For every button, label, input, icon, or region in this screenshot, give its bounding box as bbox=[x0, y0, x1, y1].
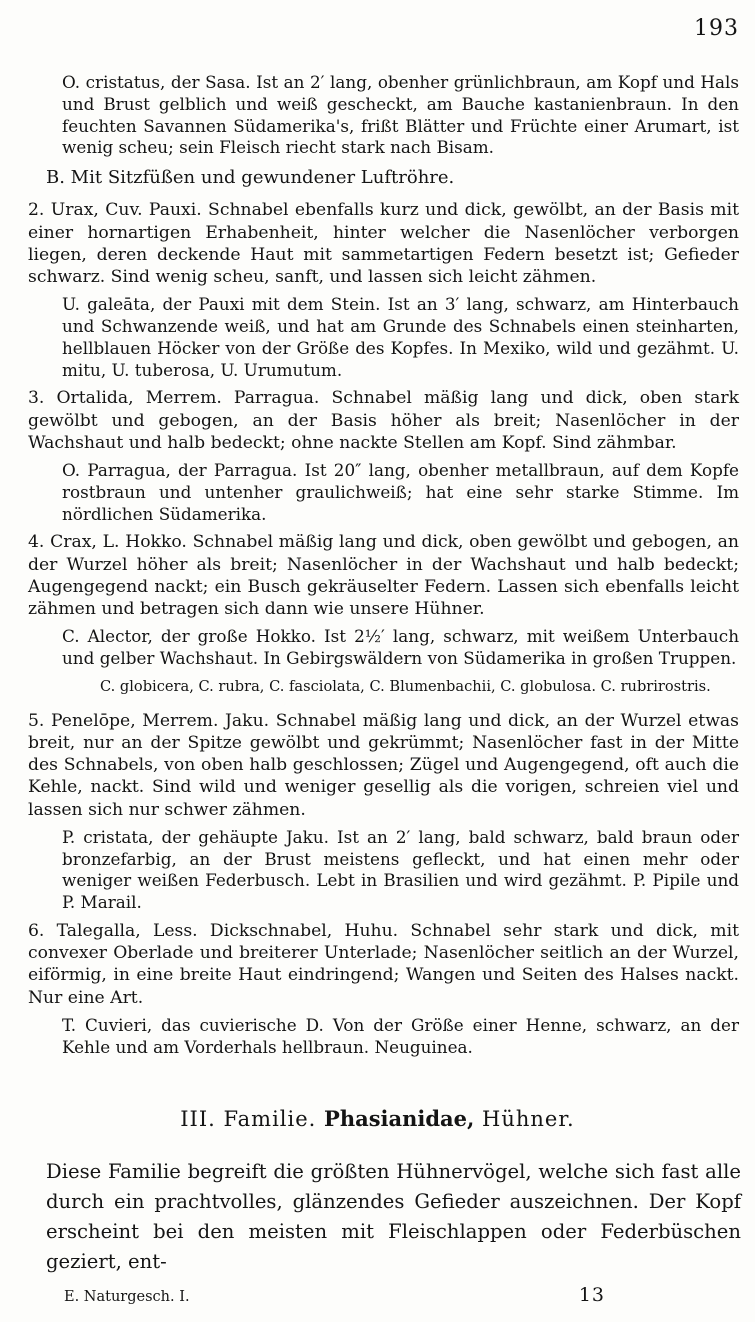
genus-entry-ortalida: 3. Ortalida, Merrem. Parragua. Schnabel mäßig lang und dick, oben stark gewölbt und gebogen, an der Basis höher als breit; Nasenlöcher in der Wachshaut und halb bedeckt; ohne nackte Stellen am Kopf. Sind zähmbar. bbox=[28, 388, 739, 453]
family-intro-text: Diese Familie begreift die größten Hühnervögel, welche sich fast alle durch ein prachtvolles, glänzendes Gefieder auszeichnen. Der Kopf erscheint bei den meisten mit Fleischlappen oder Federbüschen geziert, ent- bbox=[46, 1160, 741, 1274]
footer-sheet-number: 13 bbox=[578, 1284, 605, 1306]
subsection-heading-b: B. Mit Sitzfüßen und gewundener Luftröhre. bbox=[46, 167, 455, 189]
family-common-name: Hühner. bbox=[482, 1107, 575, 1132]
genus-entry-penelope: 5. Penelōpe, Merrem. Jaku. Schnabel mäßig lang und dick, an der Wurzel etwas breit, nur an der Spitze gewölbt und gekrümmt; Nasenlöcher fast in der Mitte des Schnabels, von oben halb geschlossen; Zügel und Augengegend, oft auch die Kehle, nackt. Sind wild und weniger gesellig als die vorigen, schreien viel und lassen sich nur schwer zähmen. bbox=[28, 710, 739, 820]
page-body bbox=[0, 72, 755, 1283]
species-list-crax: C. globicera, C. rubra, C. fasciolata, C. Blumenbachii, C. globulosa. C. rubrirostris. bbox=[100, 677, 711, 695]
family-numeral: III. bbox=[180, 1107, 216, 1132]
footer-signature: E. Naturgesch. I. bbox=[64, 1289, 190, 1305]
page-footer bbox=[64, 1284, 605, 1306]
family-latin-name: Phasianidae, bbox=[324, 1106, 475, 1132]
genus-entry-talegalla: 6. Talegalla, Less. Dickschnabel, Huhu. Schnabel sehr stark und dick, mit convexer Oberlade und breiterer Unterlade; Nasenlöcher seitlich an der Wurzel, eiförmig, in eine breite Haut eindringend; Wangen und Seiten des Halses nackt. Nur eine Art. bbox=[28, 921, 739, 1008]
page-number: 193 bbox=[694, 16, 739, 41]
genus-entry-crax: 4. Crax, L. Hokko. Schnabel mäßig lang und dick, oben gewölbt und gebogen, an der Wurzel höher als breit; Nasenlöcher in der Wachshaut und halb bedeckt; Augengegend nackt; ein Busch gekräuselter Federn. Lassen sich ebenfalls leicht zähmen und betragen sich dann wie unsere Hühner. bbox=[28, 532, 739, 619]
genus-entry-urax: 2. Urax, Cuv. Pauxi. Schnabel ebenfalls kurz und dick, gewölbt, an der Basis mit einer hornartigen Erhabenheit, hinter welcher die Nasenlöcher verborgen liegen, deren deckende Haut mit sammetartigen Federn besetzt ist; Gefieder schwarz. Sind wenig scheu, sanft, und lassen sich leicht zähmen. bbox=[28, 200, 739, 287]
species-entry-talegalla-cuvieri: T. Cuvieri, das cuvierische D. Von der Größe einer Henne, schwarz, an der Kehle und am Vorderhals hellbraun. Neuguinea. bbox=[62, 1014, 739, 1057]
species-entry-crax-alector: C. Alector, der große Hokko. Ist 2½′ lang, schwarz, mit weißem Unterbauch und gelber Wachshaut. In Gebirgswäldern von Südamerika in großen Truppen. bbox=[62, 626, 739, 668]
species-entry-penelope-cristata: P. cristata, der gehäupte Jaku. Ist an 2′ lang, bald schwarz, bald braun oder bronzefarbig, an der Brust meistens gefleckt, und hat einen mehr oder weniger weißen Federbusch. Lebt in Brasilien und wird gezähmt. P. Pipile und P. Marail. bbox=[62, 826, 739, 913]
species-entry-ortalis-cristatus: O. cristatus, der Sasa. Ist an 2′ lang, obenher grünlichbraun, am Kopf und Hals und Brust gelblich und weiß gescheckt, am Bauche kastanienbraun. In den feuchten Savannen Südamerika's, frißt Blätter und Früchte einer Arumart, ist wenig scheu; sein Fleisch riecht stark nach Bisam. bbox=[62, 72, 739, 158]
species-entry-ortalida-parragua: O. Parragua, der Parragua. Ist 20″ lang, obenher metallbraun, auf dem Kopfe rostbraun und untenher graulichweiß; hat eine sehr starke Stimme. Im nördlichen Südamerika. bbox=[62, 460, 739, 524]
family-word: Familie. bbox=[223, 1107, 317, 1132]
species-entry-urax-galeata: U. galeāta, der Pauxi mit dem Stein. Ist an 3′ lang, schwarz, am Hinterbauch und Schwanzende weiß, und hat am Grunde des Schnabels einen steinharten, hellblauen Höcker von der Größe des Kopfes. In Mexiko, wild und gezähmt. U. mitu, U. tuberosa, U. Urumutum. bbox=[62, 294, 739, 380]
family-heading bbox=[0, 1106, 755, 1131]
